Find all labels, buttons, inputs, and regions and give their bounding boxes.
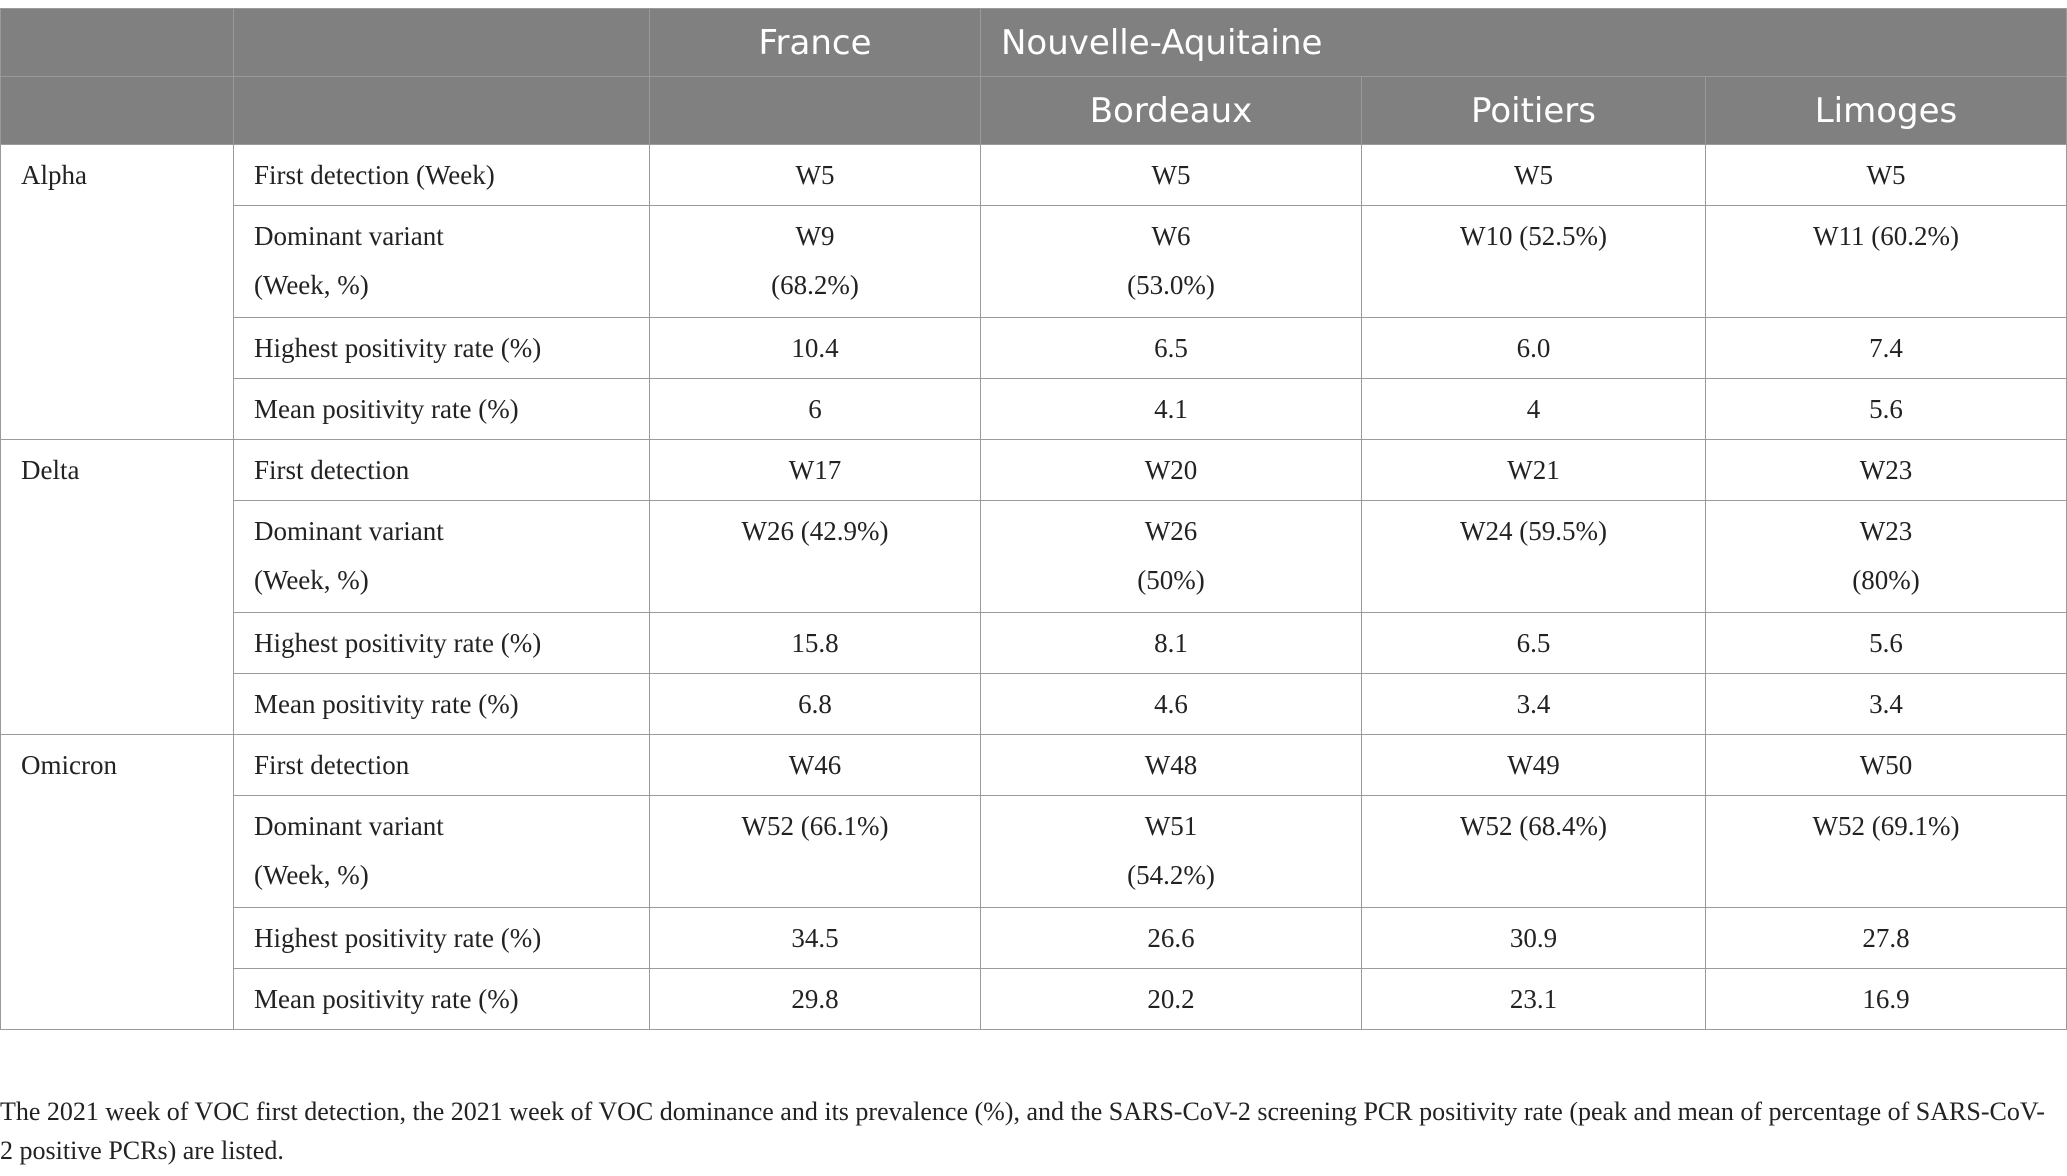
table-cell-line: (68.2%) — [771, 270, 859, 300]
table-cell — [1362, 318, 1706, 379]
row-label — [234, 501, 650, 613]
table-cell — [981, 613, 1362, 674]
table-cell — [1706, 501, 2067, 613]
table-cell-line: 3.4 — [1516, 689, 1551, 719]
row-label — [234, 379, 650, 440]
table-cell-line: W21 — [1507, 455, 1560, 485]
table-cell — [1362, 379, 1706, 440]
table-cell-line: W10 (52.5%) — [1460, 221, 1607, 251]
table-cell — [1362, 501, 1706, 613]
row-label-line: First detection — [254, 455, 410, 485]
table-cell-line: (50%) — [1137, 565, 1205, 595]
table-cell-line: 4.6 — [1154, 689, 1188, 719]
table-cell-line: W11 (60.2%) — [1813, 221, 1959, 251]
table-cell — [1706, 613, 2067, 674]
table-cell — [1706, 379, 2067, 440]
header-empty-cell — [234, 77, 650, 145]
row-label — [234, 440, 650, 501]
variant-group-label: Alpha — [1, 145, 234, 440]
table-cell-line: W26 — [1144, 516, 1198, 546]
table-cell-line: W5 — [1866, 160, 1906, 190]
table-row — [1, 674, 2067, 735]
header-bordeaux: Bordeaux — [981, 77, 1362, 145]
table-cell-line: W23 — [1859, 516, 1913, 546]
table-cell-line: 6.5 — [1516, 628, 1551, 658]
table-row — [1, 501, 2067, 613]
table-cell — [1362, 908, 1706, 969]
table-cell-line: W48 — [1144, 750, 1198, 780]
table-cell — [1362, 735, 1706, 796]
table-row — [1, 969, 2067, 1030]
row-label — [234, 206, 650, 318]
table-cell — [1706, 440, 2067, 501]
header-empty-cell — [234, 9, 650, 77]
table-cell — [981, 379, 1362, 440]
row-label-line: Highest positivity rate (%) — [254, 923, 542, 953]
row-label — [234, 735, 650, 796]
table-cell — [1706, 145, 2067, 206]
table-cell-line: 8.1 — [1154, 628, 1188, 658]
table-cell-line: 3.4 — [1869, 689, 1903, 719]
table-cell-line: W51 — [1144, 811, 1198, 841]
table-row — [1, 318, 2067, 379]
table-cell — [981, 674, 1362, 735]
variant-table — [0, 8, 2067, 1030]
table-row — [1, 735, 2067, 796]
table-row — [1, 613, 2067, 674]
table-cell — [650, 206, 981, 318]
header-limoges: Limoges — [1706, 77, 2067, 145]
table-cell-line: 26.6 — [1147, 923, 1195, 953]
table-cell-line: 30.9 — [1509, 923, 1558, 953]
table-cell-line: 7.4 — [1869, 333, 1903, 363]
table-body — [1, 145, 2067, 1030]
table-cell-line: W5 — [795, 160, 835, 190]
table-row — [1, 206, 2067, 318]
table-cell — [981, 440, 1362, 501]
row-label-line: Highest positivity rate (%) — [254, 628, 542, 658]
header-empty-cell — [650, 77, 981, 145]
variant-group-label: Omicron — [1, 735, 234, 1030]
table-cell — [1362, 206, 1706, 318]
row-label-line: Mean positivity rate (%) — [254, 689, 519, 719]
table-cell-line: W20 — [1144, 455, 1198, 485]
table-cell-line: 34.5 — [791, 923, 839, 953]
table-cell — [1362, 440, 1706, 501]
table-cell-line: W52 (66.1%) — [741, 811, 889, 841]
table-cell — [1706, 674, 2067, 735]
table-cell-line: 23.1 — [1509, 984, 1558, 1014]
table-cell — [650, 145, 981, 206]
table-cell-line: 16.9 — [1862, 984, 1910, 1014]
table-cell — [650, 613, 981, 674]
table-row — [1, 440, 2067, 501]
table-cell — [1706, 908, 2067, 969]
row-label — [234, 318, 650, 379]
table-cell — [650, 440, 981, 501]
table-cell — [981, 908, 1362, 969]
table-cell — [1706, 796, 2067, 908]
table-cell — [650, 969, 981, 1030]
table-cell-line: 15.8 — [791, 628, 839, 658]
row-label-line: First detection (Week) — [254, 160, 495, 190]
table-cell-line: (53.0%) — [1127, 270, 1215, 300]
table-cell-line: W17 — [788, 455, 842, 485]
table-cell-line: 27.8 — [1862, 923, 1910, 953]
header-nouvelle-aquitaine: Nouvelle-Aquitaine — [981, 9, 2067, 77]
table-cell — [650, 379, 981, 440]
row-label — [234, 674, 650, 735]
row-label-line: (Week, %) — [254, 270, 369, 300]
table-cell — [1362, 145, 1706, 206]
table-cell — [650, 674, 981, 735]
table-cell-line: 29.8 — [791, 984, 839, 1014]
table-cell-line: W5 — [1151, 160, 1191, 190]
row-label — [234, 613, 650, 674]
table-cell-line: 5.6 — [1869, 628, 1903, 658]
header-empty-cell — [1, 77, 234, 145]
table-cell-line: (54.2%) — [1127, 860, 1215, 890]
row-label-line: (Week, %) — [254, 860, 369, 890]
table-cell-line: W6 — [1151, 221, 1191, 251]
table-cell-line: 10.4 — [791, 333, 839, 363]
table-cell-line: 5.6 — [1869, 394, 1903, 424]
table-cell — [650, 908, 981, 969]
table-cell — [1362, 613, 1706, 674]
table-cell-line: 20.2 — [1147, 984, 1195, 1014]
table-cell-line: (80%) — [1852, 565, 1920, 595]
table-cell — [981, 206, 1362, 318]
table-row — [1, 908, 2067, 969]
variant-group-label: Delta — [1, 440, 234, 735]
row-label-line: (Week, %) — [254, 565, 369, 595]
table-cell — [981, 735, 1362, 796]
row-label-line: Mean positivity rate (%) — [254, 394, 519, 424]
table-cell-line: W26 (42.9%) — [741, 516, 889, 546]
header-empty-cell — [1, 9, 234, 77]
table-cell — [981, 796, 1362, 908]
table-cell — [650, 796, 981, 908]
table-footnote: The 2021 week of VOC first detection, the 2021 week of VOC dominance and its prevalence (%), and the SARS-CoV-2 screening PCR positivity rate (peak and mean of percentage of SARS-CoV-2 positive PCRs) are listed. — [0, 1097, 2045, 1165]
table-cell — [981, 501, 1362, 613]
row-label-line: Highest positivity rate (%) — [254, 333, 542, 363]
row-label-line: Dominant variant — [254, 516, 444, 546]
table-cell-line: 4 — [1526, 394, 1541, 424]
table-cell — [981, 969, 1362, 1030]
table-cell — [1362, 969, 1706, 1030]
table-cell-line: 6.5 — [1154, 333, 1188, 363]
table-cell-line: W24 (59.5%) — [1460, 516, 1607, 546]
table-cell-line: W5 — [1514, 160, 1553, 190]
table-cell-line: W49 — [1507, 750, 1560, 780]
table-cell-line: W52 (68.4%) — [1460, 811, 1607, 841]
header-france: France — [650, 9, 981, 77]
table-cell — [1706, 969, 2067, 1030]
table-row — [1, 145, 2067, 206]
table-cell — [650, 501, 981, 613]
header-row-top — [1, 9, 2067, 77]
row-label — [234, 908, 650, 969]
row-label-line: Dominant variant — [254, 221, 444, 251]
table-cell — [981, 318, 1362, 379]
row-label-line: First detection — [254, 750, 410, 780]
table-cell-line: W23 — [1859, 455, 1913, 485]
table-cell — [1362, 796, 1706, 908]
table-cell-line: 4.1 — [1154, 394, 1188, 424]
table-cell — [981, 145, 1362, 206]
row-label — [234, 969, 650, 1030]
table-cell-line: W52 (69.1%) — [1812, 811, 1960, 841]
table-cell-line: 6.8 — [798, 689, 832, 719]
table-cell — [1706, 735, 2067, 796]
table-cell-line: W46 — [788, 750, 842, 780]
table-row — [1, 796, 2067, 908]
table-cell — [650, 735, 981, 796]
table-cell-line: W9 — [795, 221, 835, 251]
table-row — [1, 379, 2067, 440]
row-label-line: Mean positivity rate (%) — [254, 984, 519, 1014]
table-cell — [650, 318, 981, 379]
table-cell — [1362, 674, 1706, 735]
table-cell — [1706, 206, 2067, 318]
header-poitiers: Poitiers — [1362, 77, 1706, 145]
row-label — [234, 145, 650, 206]
table-cell-line: 6.0 — [1516, 333, 1551, 363]
row-label — [234, 796, 650, 908]
table-cell-line: 6 — [808, 394, 822, 424]
table-cell — [1706, 318, 2067, 379]
header-row-sub — [1, 77, 2067, 145]
table-cell-line: W50 — [1859, 750, 1913, 780]
row-label-line: Dominant variant — [254, 811, 444, 841]
